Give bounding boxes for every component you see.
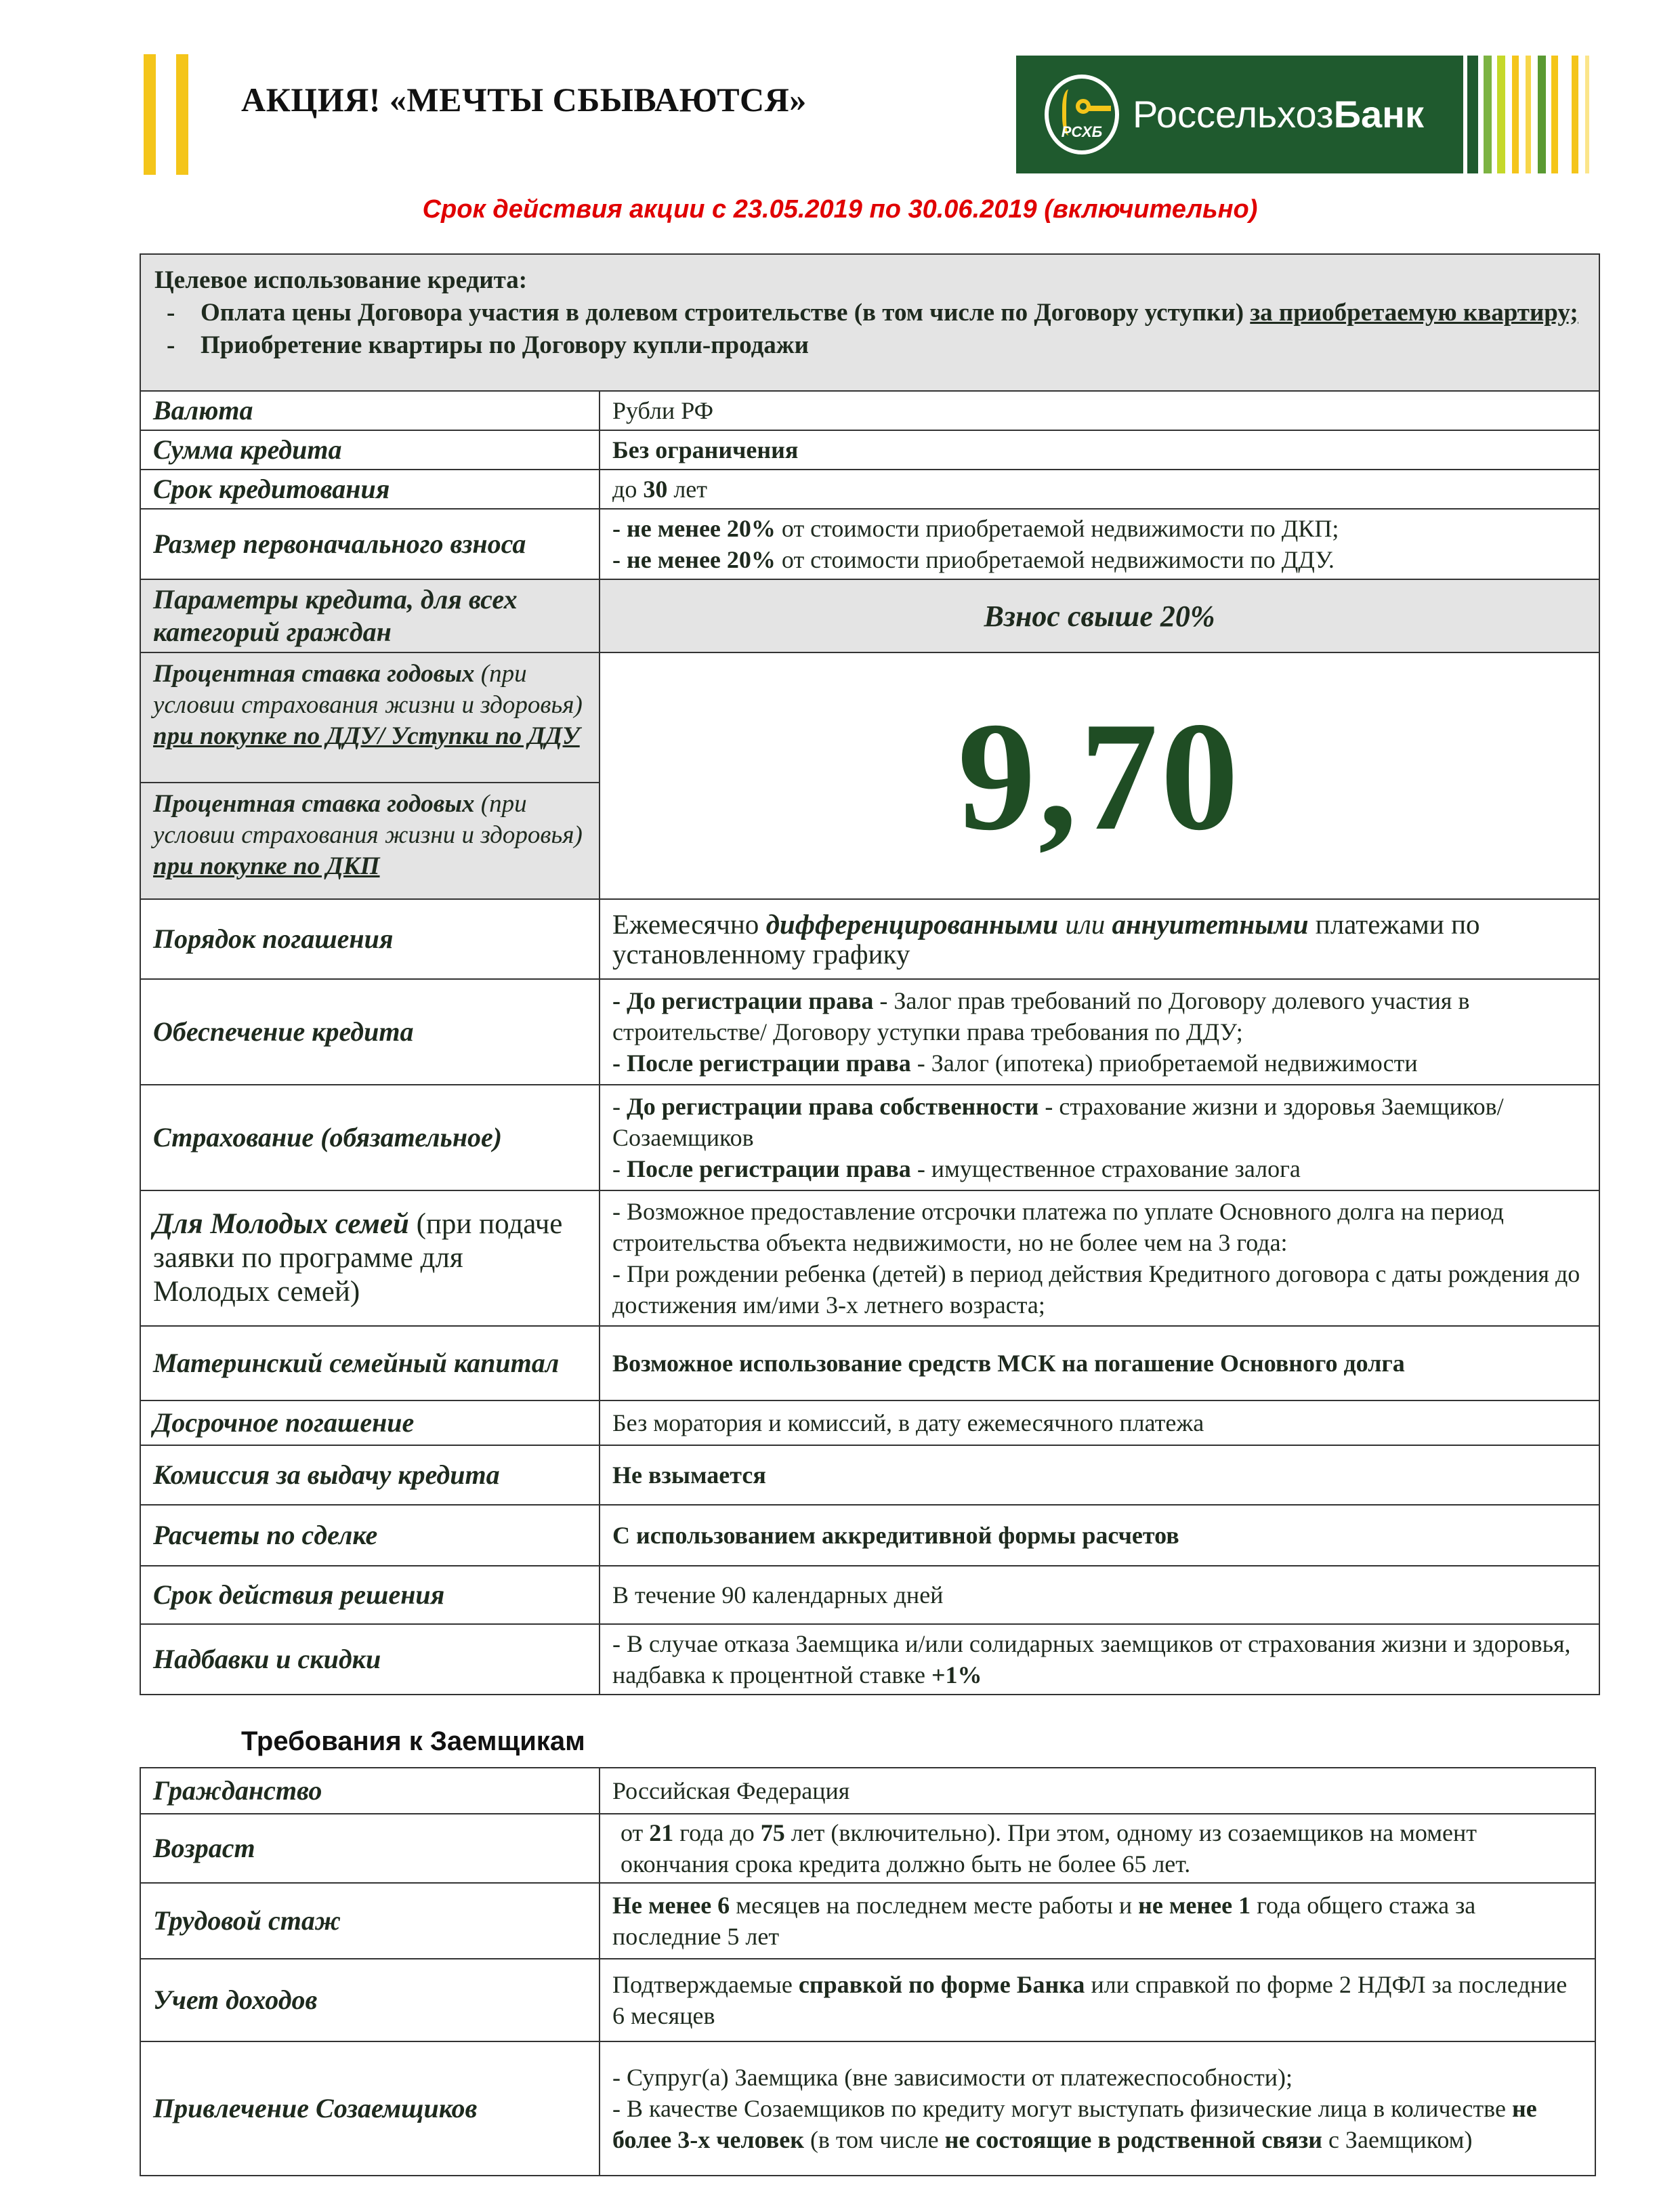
down-payment-min: - не менее 20%: [612, 515, 776, 542]
logo-text-regular: Россельхоз: [1133, 93, 1334, 136]
experience-text: месяцев на последнем месте работы и: [730, 1892, 1139, 1919]
early-repayment-row: [140, 1400, 1599, 1445]
coborrowers-label: Привлечение Созаемщиков: [140, 2041, 600, 2176]
repayment-text: платежами по установленному графику: [612, 909, 1480, 970]
security-text: - Залог (ипотека) приобретаемой недвижимости: [910, 1050, 1418, 1077]
coborrowers-value: [600, 2041, 1595, 2176]
term-value: [600, 470, 1599, 509]
insurance-stage: После регистрации права: [627, 1155, 911, 1182]
decor-stripe: [1572, 56, 1578, 173]
msk-value: Возможное использование средств МСК на погашение Основного долга: [600, 1326, 1599, 1400]
down-payment-value: [600, 509, 1599, 579]
decor-stripe: [1497, 56, 1505, 173]
income-label: Учет доходов: [140, 1959, 600, 2041]
age-max: 75: [760, 1819, 785, 1846]
logo-text: [1133, 92, 1424, 136]
coborrowers-text: с Заемщиком): [1322, 2126, 1473, 2153]
age-value: [600, 1814, 1595, 1883]
coborrowers-row: [140, 2041, 1595, 2176]
income-text: Подтверждаемые: [612, 1971, 799, 1998]
rate-ddu-label: [140, 652, 600, 783]
citizenship-value: Российская Федерация: [600, 1768, 1595, 1814]
young-family-label: [140, 1190, 600, 1326]
term-pre: до: [612, 476, 644, 503]
insurance-value: [600, 1085, 1599, 1190]
coborrowers-text: (в том числе: [803, 2126, 945, 2153]
insurance-text: - имущественное страхование залога: [910, 1155, 1301, 1182]
income-value: [600, 1959, 1595, 2041]
target-item-text: Оплата цены Договора участия в долевом строительстве (в том числе по Договору уступки): [201, 299, 1251, 327]
interest-rate-value: 9,70: [600, 652, 1599, 899]
experience-min: не менее 1: [1138, 1892, 1251, 1919]
fee-row: [140, 1445, 1599, 1505]
citizenship-row: [140, 1768, 1595, 1814]
target-row: [140, 254, 1599, 391]
target-item: [154, 297, 1585, 329]
requirements-title: Требования к Заемщикам: [241, 1726, 585, 1756]
currency-value: Рубли РФ: [600, 391, 1599, 430]
decision-value: В течение 90 календарных дней: [600, 1566, 1599, 1624]
wheat-key-icon: [1045, 75, 1119, 154]
down-payment-min: - не менее 20%: [612, 546, 776, 573]
coborrowers-line: - Супруг(а) Заемщика (вне зависимости от платежеспособности);: [612, 2064, 1293, 2091]
amount-value: Без ограничения: [600, 430, 1599, 470]
income-text: или справкой по форме 2 НДФЛ за последние 6 месяцев: [612, 1971, 1568, 2029]
fee-value: Не взымается: [600, 1445, 1599, 1505]
surcharge-text: - В случае отказа Заемщика и/или солидарных заемщиков от страхования жизни и здоровья, надбавка к процентной ставке: [612, 1630, 1571, 1688]
repayment-value: [600, 899, 1599, 979]
decor-stripe: [1551, 56, 1558, 173]
repayment-label: Порядок погашения: [140, 899, 600, 979]
young-family-title: Для Молодых семей: [153, 1208, 409, 1240]
rate-label-note: (при условии страхования жизни и здоровья): [153, 660, 583, 719]
coborrowers-line: [612, 2093, 1582, 2155]
loan-conditions-table: [140, 253, 1600, 1695]
fee-label: Комиссия за выдачу кредита: [140, 1445, 600, 1505]
target-cell: [140, 254, 1599, 391]
experience-row: [140, 1883, 1595, 1959]
experience-min: Не менее 6: [612, 1892, 730, 1919]
surcharge-amount: +1%: [931, 1661, 982, 1688]
settlement-label: Расчеты по сделке: [140, 1505, 600, 1566]
income-form: справкой по форме Банка: [798, 1971, 1085, 1998]
coborrowers-relation: не состоящие в родственной связи: [944, 2126, 1322, 2153]
bank-logo: [1016, 56, 1463, 173]
rate-label-note: (при условии страхования жизни и здоровья): [153, 790, 583, 849]
age-text: лет (включительно). При этом, одному из созаемщиков на момент окончания срока кредита должно быть не более 65 лет.: [621, 1819, 1477, 1877]
experience-value: [600, 1883, 1595, 1959]
down-payment-text: от стоимости приобретаемой недвижимости по ДДУ.: [775, 546, 1335, 573]
security-stage: - После регистрации права: [612, 1050, 911, 1077]
decor-stripe: [1538, 56, 1546, 173]
repayment-text: Ежемесячно: [612, 909, 766, 940]
coborrowers-limit: не более 3-х человек: [612, 2095, 1537, 2153]
repayment-text: или: [1058, 909, 1112, 940]
term-post: лет: [667, 476, 708, 503]
security-row: [140, 979, 1599, 1085]
currency-row: [140, 391, 1599, 430]
experience-label: Трудовой стаж: [140, 1883, 600, 1959]
target-item: - Приобретение квартиры по Договору купли-продажи: [154, 329, 1585, 362]
logo-text-bold: Банк: [1333, 93, 1424, 136]
citizenship-label: Гражданство: [140, 1768, 600, 1814]
rate-ddu-row: [140, 652, 1599, 783]
borrower-requirements-table: [140, 1767, 1596, 2176]
surcharge-row: [140, 1624, 1599, 1695]
young-family-value: [600, 1190, 1599, 1326]
decor-stripe: [1467, 56, 1478, 173]
repayment-type: аннуитетными: [1112, 909, 1309, 940]
amount-row: [140, 430, 1599, 470]
promo-validity: Срок действия акции с 23.05.2019 по 30.06.2019 (включительно): [422, 195, 1258, 224]
decor-stripe: [1484, 56, 1492, 173]
security-text: - Залог прав требований по Договору долевого участия в строительстве/ Договору уступки права требования по ДДУ;: [612, 987, 1470, 1045]
young-family-line: - При рождении ребенка (детей) в период действия Кредитного договора с даты рождения до достижения им/ими 3-х летнего возраста;: [612, 1260, 1580, 1319]
age-row: [140, 1814, 1595, 1883]
rate-label-bold: Процентная ставка годовых: [153, 790, 475, 818]
rate-dkp-label: [140, 783, 600, 899]
decor-stripe: [1585, 56, 1589, 173]
down-payment-label: Размер первоначального взноса: [140, 509, 600, 579]
age-text: года до: [673, 1819, 761, 1846]
rate-label-purpose: при покупке по ДДУ/ Уступки по ДДУ: [153, 722, 580, 750]
term-number: 30: [643, 476, 668, 503]
security-value: [600, 979, 1599, 1085]
surcharge-value: [600, 1624, 1599, 1695]
experience-text: года общего стажа за последние 5 лет: [612, 1892, 1476, 1950]
decor-stripe: [1526, 56, 1531, 173]
young-family-line: - Возможное предоставление отсрочки платежа по уплате Основного долга на период строительства объекта недвижимости, но не более чем на 3 года:: [612, 1198, 1504, 1256]
settlement-row: [140, 1505, 1599, 1566]
security-label: Обеспечение кредита: [140, 979, 600, 1085]
age-text: от: [621, 1819, 650, 1846]
msk-row: [140, 1326, 1599, 1400]
surcharge-label: Надбавки и скидки: [140, 1624, 600, 1695]
insurance-row: [140, 1085, 1599, 1190]
age-min: 21: [649, 1819, 674, 1846]
term-label: Срок кредитования: [140, 470, 600, 509]
params-label: Параметры кредита, для всех категорий граждан: [140, 579, 600, 652]
insurance-dash: -: [612, 1155, 627, 1182]
repayment-type: дифференцированными: [765, 909, 1059, 940]
insurance-stage: До регистрации права собственности: [627, 1093, 1039, 1120]
logo-abbreviation: РСХБ: [1061, 123, 1103, 140]
down-payment-text: от стоимости приобретаемой недвижимости по ДКП;: [775, 515, 1339, 542]
term-row: [140, 470, 1599, 509]
params-value: Взнос свыше 20%: [600, 579, 1599, 652]
age-label: Возраст: [140, 1814, 600, 1883]
msk-label: Материнский семейный капитал: [140, 1326, 600, 1400]
down-payment-row: [140, 509, 1599, 579]
currency-label: Валюта: [140, 391, 600, 430]
young-family-note: (при подаче заявки по программе для Молодых семей): [153, 1208, 563, 1308]
young-family-row: [140, 1190, 1599, 1326]
security-stage: - До регистрации права: [612, 987, 874, 1014]
target-item-underlined: за приобретаемую квартиру;: [1250, 299, 1578, 327]
coborrowers-text: - В качестве Созаемщиков по кредиту могут выступать физические лица в количестве: [612, 2095, 1512, 2122]
insurance-dash: -: [612, 1093, 627, 1120]
decision-row: [140, 1566, 1599, 1624]
target-heading: Целевое использование кредита:: [154, 266, 528, 294]
insurance-label: Страхование (обязательное): [140, 1085, 600, 1190]
early-repayment-value: Без моратория и комиссий, в дату ежемесячного платежа: [600, 1400, 1599, 1445]
params-row: [140, 579, 1599, 652]
income-row: [140, 1959, 1595, 2041]
page-title: АКЦИЯ! «МЕЧТЫ СБЫВАЮТСЯ»: [241, 81, 807, 119]
rate-label-bold: Процентная ставка годовых: [153, 660, 475, 688]
insurance-text: - страхование жизни и здоровья Заемщиков/ Созаемщиков: [612, 1093, 1504, 1151]
decor-bar-left-2: [176, 54, 188, 175]
decor-bar-left-1: [144, 54, 156, 175]
rate-label-purpose: при покупке по ДКП: [153, 852, 380, 880]
repayment-row: [140, 899, 1599, 979]
decision-label: Срок действия решения: [140, 1566, 600, 1624]
amount-label: Сумма кредита: [140, 430, 600, 470]
settlement-value: С использованием аккредитивной формы расчетов: [600, 1505, 1599, 1566]
decor-stripe: [1512, 56, 1519, 173]
early-repayment-label: Досрочное погашение: [140, 1400, 600, 1445]
